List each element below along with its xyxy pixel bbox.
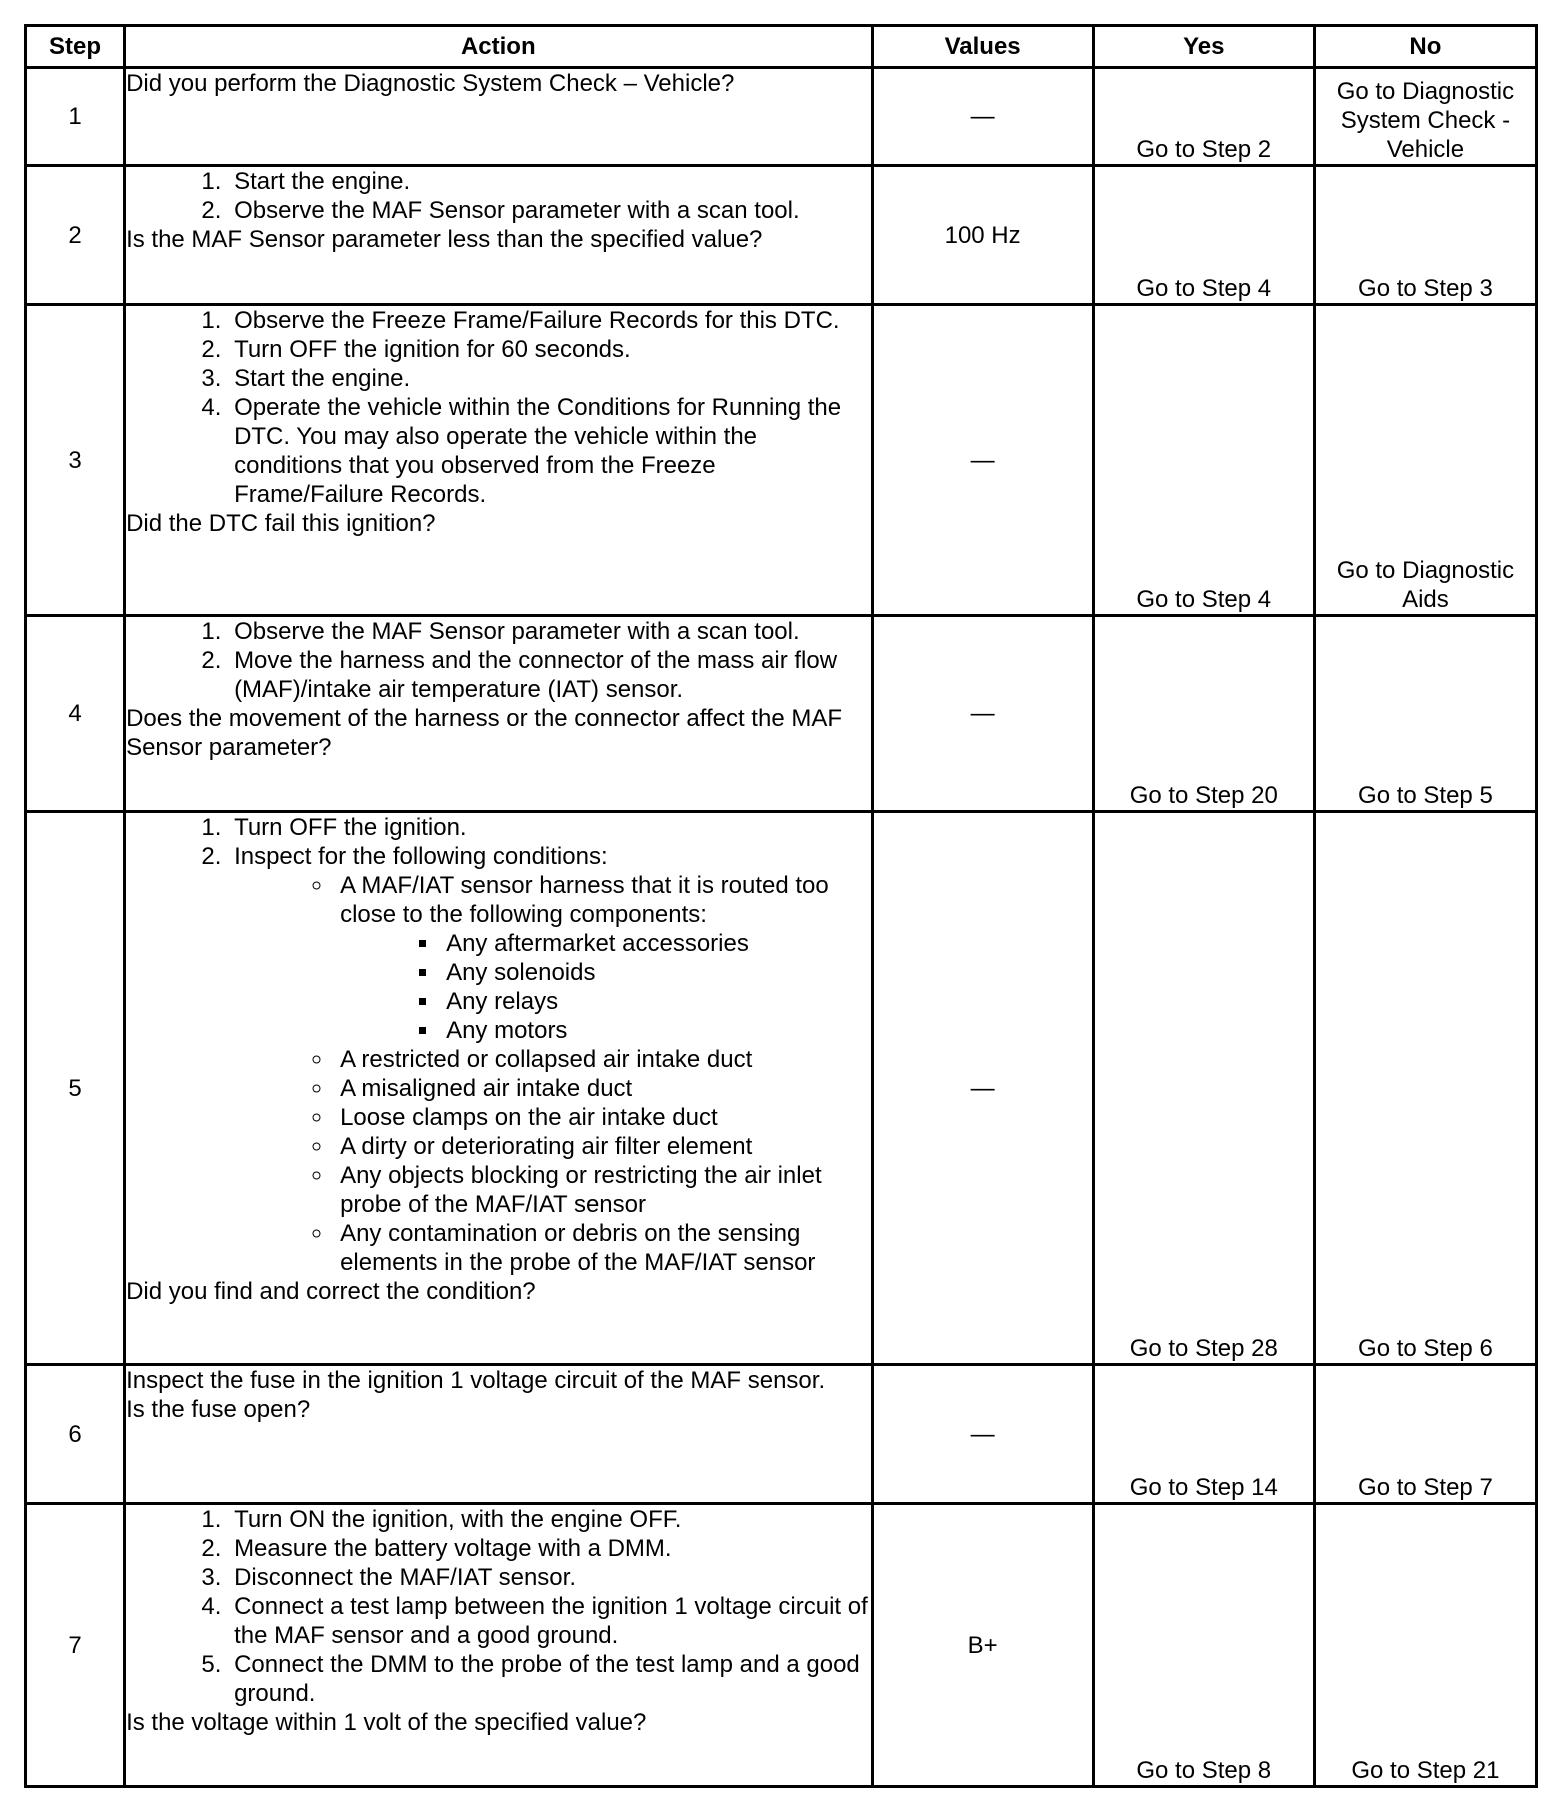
yes-cell: Go to Step 4 xyxy=(1093,166,1314,305)
value-cell: — xyxy=(872,305,1093,616)
header-action: Action xyxy=(125,26,872,68)
condition-item: ◦ A misaligned air intake duct xyxy=(334,1074,870,1103)
table-row xyxy=(26,1504,1537,1787)
table-row xyxy=(26,166,1537,305)
action-step: 3. Start the engine. xyxy=(228,364,870,393)
step-number: 6 xyxy=(26,1365,125,1504)
action-cell xyxy=(125,1504,872,1787)
action-steps xyxy=(126,1505,870,1708)
table-row xyxy=(26,616,1537,812)
action-cell xyxy=(125,616,872,812)
value-cell: — xyxy=(872,812,1093,1365)
no-cell: Go to Step 5 xyxy=(1314,616,1536,812)
yes-cell: Go to Step 4 xyxy=(1093,305,1314,616)
action-step: 2. Measure the battery voltage with a DMM. xyxy=(228,1534,870,1563)
action-steps xyxy=(126,617,870,704)
action-step: 4. Operate the vehicle within the Conditions for Running the DTC. You may also operate the vehicle within the conditions that you observed from the Freeze Frame/Failure Records. xyxy=(228,393,870,509)
value-cell: — xyxy=(872,68,1093,166)
action-cell xyxy=(125,166,872,305)
condition-item xyxy=(334,871,870,1045)
action-question: Is the MAF Sensor parameter less than the specified value? xyxy=(126,226,763,253)
no-cell: Go to Diagnostic Aids xyxy=(1314,305,1536,616)
header-yes: Yes xyxy=(1093,26,1314,68)
action-steps xyxy=(126,306,870,509)
yes-cell: Go to Step 8 xyxy=(1093,1504,1314,1787)
action-steps xyxy=(126,167,870,225)
component-list xyxy=(340,929,870,1045)
step-number: 1 xyxy=(26,68,125,166)
value-cell: B+ xyxy=(872,1504,1093,1787)
action-step-text: Inspect for the following conditions: xyxy=(234,843,608,870)
action-question: Did you perform the Diagnostic System Check – Vehicle? xyxy=(126,70,735,97)
action-step: 2. Turn OFF the ignition for 60 seconds. xyxy=(228,335,870,364)
component-item: ▪ Any solenoids xyxy=(440,958,870,987)
action-step: 2. Move the harness and the connector of the mass air flow (MAF)/intake air temperature (IAT) sensor. xyxy=(228,646,870,704)
value-cell: 100 Hz xyxy=(872,166,1093,305)
action-step: 3. Disconnect the MAF/IAT sensor. xyxy=(228,1563,870,1592)
step-number: 3 xyxy=(26,305,125,616)
action-steps xyxy=(126,813,870,1277)
action-cell xyxy=(125,1365,872,1504)
no-cell: Go to Step 21 xyxy=(1314,1504,1536,1787)
value-cell: — xyxy=(872,1365,1093,1504)
action-step: 1. Observe the MAF Sensor parameter with a scan tool. xyxy=(228,617,870,646)
step-number: 5 xyxy=(26,812,125,1365)
step-number: 7 xyxy=(26,1504,125,1787)
action-instruction: Inspect the fuse in the ignition 1 voltage circuit of the MAF sensor. xyxy=(126,1367,826,1394)
no-cell: Go to Diagnostic System Check - Vehicle xyxy=(1314,68,1536,166)
action-cell xyxy=(125,305,872,616)
value-cell: — xyxy=(872,616,1093,812)
condition-item: ◦ Any contamination or debris on the sensing elements in the probe of the MAF/IAT sensor xyxy=(334,1219,870,1277)
table-row xyxy=(26,305,1537,616)
header-no: No xyxy=(1314,26,1536,68)
action-step: 2. Observe the MAF Sensor parameter with a scan tool. xyxy=(228,196,870,225)
action-step: 5. Connect the DMM to the probe of the test lamp and a good ground. xyxy=(228,1650,870,1708)
action-step xyxy=(228,842,870,1277)
action-step: 1. Turn OFF the ignition. xyxy=(228,813,870,842)
action-cell xyxy=(125,68,872,166)
yes-cell: Go to Step 14 xyxy=(1093,1365,1314,1504)
yes-cell: Go to Step 2 xyxy=(1093,68,1314,166)
action-step: 1. Start the engine. xyxy=(228,167,870,196)
table-row xyxy=(26,68,1537,166)
header-row xyxy=(26,26,1537,68)
no-cell: Go to Step 6 xyxy=(1314,812,1536,1365)
table-row xyxy=(26,1365,1537,1504)
condition-text: A MAF/IAT sensor harness that it is routed too close to the following components: xyxy=(340,872,829,928)
yes-cell: Go to Step 20 xyxy=(1093,616,1314,812)
component-item: ▪ Any aftermarket accessories xyxy=(440,929,870,958)
header-step: Step xyxy=(26,26,125,68)
component-item: ▪ Any relays xyxy=(440,987,870,1016)
header-values: Values xyxy=(872,26,1093,68)
yes-cell: Go to Step 28 xyxy=(1093,812,1314,1365)
no-cell: Go to Step 3 xyxy=(1314,166,1536,305)
action-step: 4. Connect a test lamp between the ignition 1 voltage circuit of the MAF sensor and a good ground. xyxy=(228,1592,870,1650)
component-item: ▪ Any motors xyxy=(440,1016,870,1045)
action-cell xyxy=(125,812,872,1365)
condition-item: ◦ Loose clamps on the air intake duct xyxy=(334,1103,870,1132)
action-question: Is the voltage within 1 volt of the specified value? xyxy=(126,1709,647,1736)
action-question: Did you find and correct the condition? xyxy=(126,1278,536,1305)
table-row xyxy=(26,812,1537,1365)
action-question: Does the movement of the harness or the connector affect the MAF Sensor parameter? xyxy=(126,705,842,761)
diagnostic-table xyxy=(24,24,1538,1788)
condition-item: ◦ A dirty or deteriorating air filter element xyxy=(334,1132,870,1161)
no-cell: Go to Step 7 xyxy=(1314,1365,1536,1504)
condition-list xyxy=(234,871,870,1277)
action-question: Is the fuse open? xyxy=(126,1396,311,1423)
action-step: 1. Turn ON the ignition, with the engine OFF. xyxy=(228,1505,870,1534)
step-number: 2 xyxy=(26,166,125,305)
condition-item: ◦ A restricted or collapsed air intake duct xyxy=(334,1045,870,1074)
action-question: Did the DTC fail this ignition? xyxy=(126,510,436,537)
action-step: 1. Observe the Freeze Frame/Failure Records for this DTC. xyxy=(228,306,870,335)
step-number: 4 xyxy=(26,616,125,812)
condition-item: ◦ Any objects blocking or restricting the air inlet probe of the MAF/IAT sensor xyxy=(334,1161,870,1219)
